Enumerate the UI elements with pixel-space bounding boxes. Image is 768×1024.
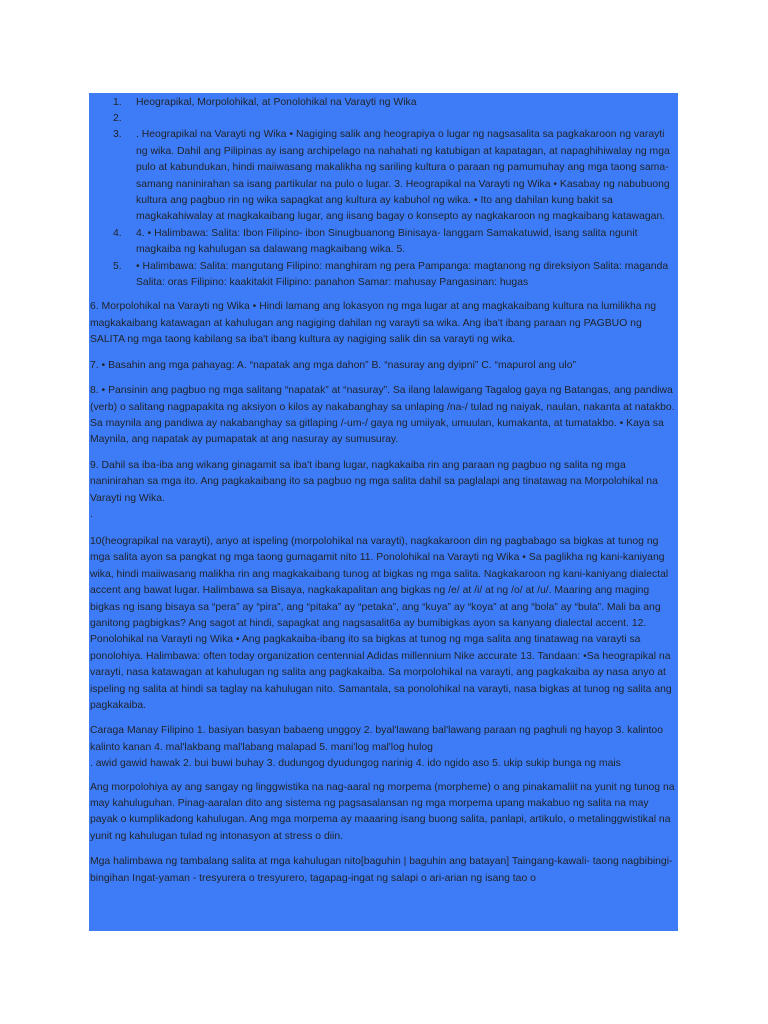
paragraph-morpolohikal: 6. Morpolohikal na Varayti ng Wika • Hindi lamang ang lokasyon ng mga lugar at ang magkakaibang kultura na lumilikha ng magkakaibang katawagan at kahulugan ang nagiging dahilan ng varayti sa wika. Ang iba't ibang paraan ng PAGBUO ng SALITA ng mga taong kabilang sa iba't ibang kultura ay nagiging salik din sa varayti ng wika. xyxy=(90,301,657,346)
paragraph-halimbawa-tambalang: Mga halimbawa ng tambalang salita at mga kahulugan nito[baguhin | baguhin ang batayan] Taingang-kawali- taong nagbibingi-bingihan Ingat-yaman - tresyurera o tresyurero, tagapag-ingat ng salapi o ari-arian ng isang tao o xyxy=(90,856,673,884)
list-text: • Halimbawa: Salita: mangutang Filipino: manghiram ng pera Pampanga: magtanong ng direksiyon Salita: maganda Salita: oras Filipino: kaakitakit Filipino: panahon Samar: mahusay Pangasinan: hugas xyxy=(136,260,669,289)
list-item xyxy=(89,226,678,259)
list-number: 3. xyxy=(113,129,122,141)
list-item xyxy=(89,111,678,127)
list-number: 2. xyxy=(113,113,122,125)
paragraph-pansinin: 8. • Pansinin ang pagbuo ng mga salitang “napatak” at “nasuray”. Sa ilang lalawigang Tagalog gaya ng Batangas, ang pandiwa (verb) o salitang nagpapakita ng aksiyon o kilos ay nakabanghay sa unlaping /na-/ tulad ng naiyak, naulan, nakanta at natakbo. Sa maynila ang pandiwa ay nakabanghay sa gitlaping /-um-/ gaya ng umiiyak, umuulan, kumakanta, at tumatakbo. • Kaya sa Maynila, ang napatak ay pumapatak at ang nasuray ay sumusuray. xyxy=(90,385,675,446)
paragraph-ponolohikal: 10(heograpikal na varayti), anyo at ispeling (morpolohikal na varayti), nagkakaroon din ng pagbabago sa bigkas at tunog ng mga salita ayon sa pangkat ng mga taong gumagamit nito 11. Ponolohikal na Varayti ng Wika • Sa paglikha ng kani-kaniyang wika, hindi maiiwasang malikha rin ang magkakaibang tunog at bigkas ng mga salita. Nagkakaroon ng kani-kaniyang dialectal accent ang bawat lugar. Halimbawa sa Bisaya, nagkakapalitan ang bigkas ng /e/ at /i/ at ng /o/ at /u/. Maaring ang maging bigkas ng isang bisaya sa “pera” ay “pira”, ang “pitaka” ay “petaka”, ang “kuya” ay “koya” at ang “bola” ay “bula”. Mali ba ang ganitong pagbigkas? Ang sagot at hindi, sapagkat ang nagsasalit6a ay bumibigkas ayon sa kanyang dialectal accent. 12. Ponolohikal na Varayti ng Wika • Ang pagkakaiba-ibang ito sa bigkas at tunog ng mga salita ang tinatawag na varayti sa ponolohiya. Halimbawa: often today organization centennial Adidas millennium Nike accurate 13. Tandaan: •Sa heograpikal na varayti, nasa katawagan at kahulugan ng salita ang pagkakaiba. Sa morpolohikal na varayti, ang pagkakaiba ay nasa anyo at ispeling ng salita at hindi sa taglay na kahulugan nito. Samantala, sa ponolohikal na varayti, nasa bigkas at tunog ng salita ang pagkakaiba. xyxy=(90,535,672,711)
list-item xyxy=(89,259,678,292)
list-number: 4. xyxy=(113,227,122,239)
paragraph-morpolohiya: Ang morpolohiya ay ang sangay ng linggwistika na nag-aaral ng morpema (morpheme) o ang pinakamaliit na yunit ng tunog na may kahuluguhan. Pinag-aaralan dito ang sistema ng pagsasalansan ng mga morpema upang makabuo ng salita na may payak o kumplikadong kahulugan. Ang mga morpema ay maaaring isang buong salita, panlapi, artikulo, o metalinggwistikal na yunit ng kahulugan tulad ng intonasyon at stress o diin. xyxy=(90,781,675,842)
paragraph-caraga: Caraga Manay Filipino 1. basiyan basyan babaeng unggoy 2. byal'lawang bal'lawang paraan ng paghuli ng hayop 3. kalintoo kalinto kanan 4. mal'lakbang mal'labang malapad 5. mani'log mal'log hulog xyxy=(90,725,663,753)
list-text: . Heograpikal na Varayti ng Wika • Nagiging salik ang heograpiya o lugar ng nagsasalita sa pagkakaroon ng varayti ng wika. Dahil ang Pilipinas ay isang archipelago na nahahati ng katubigan at kapatagan, at napaghihiwalay ng mga pulo at kabundukan, hindi maiiwasang makalikha ng sariling kultura o paraan ng pamumuhay ang mga taong sama- samang naninirahan sa isang partikular na pulo o lugar. 3. Heograpikal na Varayti ng Wika • Kasabay ng nabubuong kultura ang pagbuo rin ng wika sapagkat ang kultura ay kabuhol ng wika. • Ito ang dahilan kung bakit sa magkakahiwalay at magkakaibang lugar, ang iisang bagay o konsepto ay nagkakaroon ng magkaibang katawagan. xyxy=(136,129,670,223)
paragraph-caraga-continued: . awid gawid hawak 2. bui buwi buhay 3. dudungog dyudungog narinig 4. ido ngido aso 5. ukip sukip bunga ng mais xyxy=(90,758,621,770)
list-item xyxy=(89,95,678,111)
list-item xyxy=(89,127,678,225)
list-number: 1. xyxy=(113,97,122,108)
list-text: 4. • Halimbawa: Salita: Ibon Filipino- ibon Sinugbuanong Binisaya- langgam Samakatuwid, isang salita ngunit magkaiba ng kahulugan sa dalawang magkaibang wika. 5. xyxy=(136,227,638,256)
paragraph-pahayag: 7. • Basahin ang mga pahayag: A. “napatak ang mga dahon” B. “nasuray ang dyipni” C. “mapurol ang ulo” xyxy=(90,359,576,371)
document-page xyxy=(89,93,678,931)
paragraph-iba-iba: 9. Dahil sa iba-iba ang wikang ginagamit sa iba't ibang lugar, nagkakaiba rin ang paraan ng pagbuo ng salita ng mga naninirahan sa mga ito. Ang pagkakaibang ito sa pagbuo ng mga salita dahil sa paglalapi ang tinatawag na Morpolohikal na Varayti ng Wika. xyxy=(90,459,658,504)
list-number: 5. xyxy=(113,260,122,272)
list-text: Heograpikal, Morpolohikal, at Ponolohikal na Varayti ng Wika xyxy=(136,97,417,108)
numbered-list xyxy=(89,95,678,291)
stray-mark: . xyxy=(90,508,93,520)
